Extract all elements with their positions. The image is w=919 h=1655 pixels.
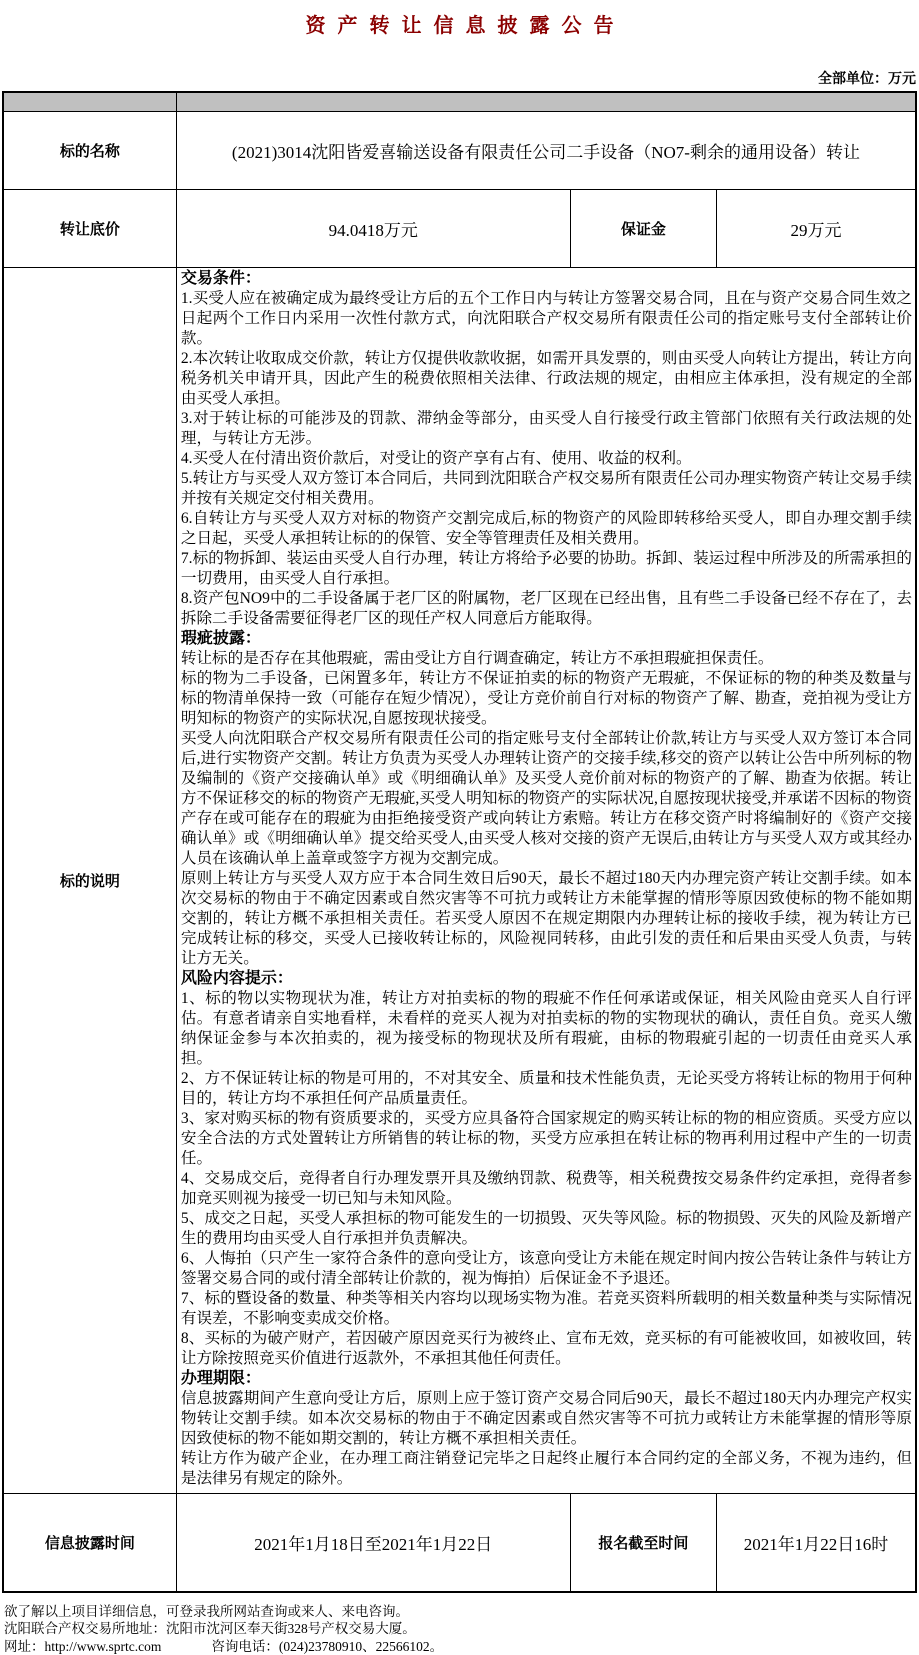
description-paragraph: 1.买受人应在被确定成为最终受让方后的五个工作日内与转让方签署交易合同，且在与资产交易合同生效之日起两个工作日内采用一次性付款方式，向沈阳联合产权交易所有限责任公司的指定账号支付全部转让价款。 xyxy=(181,289,912,349)
table-header-row xyxy=(3,92,916,112)
deposit-value: 29万元 xyxy=(717,190,916,268)
description-paragraph: 3、家对购买标的物有资质要求的，买受方应具备符合国家规定的购买转让标的物的相应资质。买受方应以安全合法的方式处置转让方所销售的转让标的物，买受方应承担在转让标的物再利用过程中产生的一切责任。 xyxy=(181,1109,912,1169)
disclosure-period-label: 信息披露时间 xyxy=(3,1494,176,1592)
header-cell-left xyxy=(3,92,176,112)
footer-website: 网址：http://www.sprtc.com xyxy=(4,1639,161,1654)
description-paragraph: 信息披露期间产生意向受让方后，原则上应于签订资产交易合同后90天，最长不超过180天内办理完产权实物转让交割手续。如本次交易标的物由于不确定因素或自然灾害等不可抗力或转让方未能掌握的情形等原因致使标的物不能如期交割的，转让方概不承担相关责任。 xyxy=(181,1389,912,1449)
footer-info-line: 欲了解以上项目详细信息，可登录我所网站查询或来人、来电咨询。 xyxy=(4,1603,919,1621)
unit-note: 全部单位：万元 xyxy=(0,68,916,88)
page-title: 资产转让信息披露公告 xyxy=(0,9,919,38)
header-cell-right xyxy=(176,92,916,112)
description-paragraph: 买受人向沈阳联合产权交易所有限责任公司的指定账号支付全部转让价款,转让方与买受人双方签订本合同后,进行实物资产交割。转让方负责为买受人办理转让资产的交接手续,移交的资产以转让公告中所列标的物及编制的《资产交接确认单》或《明细确认单》及买受人竞价前对标的物资产的了解、勘查为依据。转让方不保证移交的标的物资产无瑕疵,买受人明知标的物资产的实际状况,自愿按现状接受,并承诺不因标的物资产存在或可能存在的瑕疵为由拒绝接受资产或向转让方索赔。转让方在移交资产时将编制好的《资产交接确认单》或《明细确认单》提交给买受人,由买受人核对交接的资产无误后,由转让方与买受人双方或其经办人员在该确认单上盖章或签字方视为交割完成。 xyxy=(181,729,912,869)
description-paragraph: 7.标的物拆卸、装运由买受人自行办理，转让方将给予必要的协助。拆卸、装运过程中所涉及的所需承担的一切费用，由买受人自行承担。 xyxy=(181,549,912,589)
description-paragraph: 6.自转让方与买受人双方对标的物资产交割完成后,标的物资产的风险即转移给买受人，即自办理交割手续之日起，买受人承担转让标的的保管、安全等管理责任及相关费用。 xyxy=(181,509,912,549)
section-title-trade-conditions: 交易条件： xyxy=(181,269,912,289)
registration-deadline-label: 报名截至时间 xyxy=(570,1494,716,1592)
description-paragraph: 原则上转让方与买受人双方应于本合同生效日后90天，最长不超过180天内办理完资产转让交割手续。如本次交易标的物由于不确定因素或自然灾害等不可抗力或转让方未能掌握的情形等原因致使标的物不能如期交割的，转让方概不承担相关责任。若买受人原因不在规定期限内办理转让标的接收手续，视为转让方已完成转让标的移交，买受人已接收转让标的，风险视同转移，由此引发的责任和后果由买受人负责，与转让方无关。 xyxy=(181,869,912,969)
footer-phone: 咨询电话：(024)23780910、22566102。 xyxy=(211,1639,443,1654)
description-paragraph: 转让标的是否存在其他瑕疵，需由受让方自行调查确定，转让方不承担瑕疵担保责任。 xyxy=(181,649,912,669)
description-paragraph: 7、标的暨设备的数量、种类等相关内容均以现场实物为准。若竞买资料所载明的相关数量种类与实际情况有误差，不影响变卖成交价格。 xyxy=(181,1289,912,1329)
description-paragraph: 4.买受人在付清出资价款后，对受让的资产享有占有、使用、收益的权利。 xyxy=(181,449,912,469)
description-paragraph: 8.资产包NO9中的二手设备属于老厂区的附属物，老厂区现在已经出售，且有些二手设备已经不存在了，去拆除二手设备需要征得老厂区的现任产权人同意后方能取得。 xyxy=(181,589,912,629)
floor-price-value: 94.0418万元 xyxy=(176,190,570,268)
footer-address-line: 沈阳联合产权交易所地址：沈阳市沈河区奉天街328号产权交易大厦。 xyxy=(4,1620,919,1638)
registration-deadline-value: 2021年1月22日16时 xyxy=(717,1494,916,1592)
subject-name-value: (2021)3014沈阳皆爱喜输送设备有限责任公司二手设备（NO7-剩余的通用设备）转让 xyxy=(176,112,916,190)
description-cell xyxy=(176,268,916,1494)
footer-contact-line xyxy=(4,1638,919,1655)
description-paragraph: 2、方不保证转让标的物是可用的，不对其安全、质量和技术性能负责，无论买受方将转让标的物用于何种目的，转让方均不承担任何产品质量责任。 xyxy=(181,1069,912,1109)
description-paragraph: 转让方作为破产企业，在办理工商注销登记完毕之日起终止履行本合同约定的全部义务，不视为违约，但是法律另有规定的除外。 xyxy=(181,1449,912,1489)
row-description xyxy=(3,268,916,1494)
disclosure-period-value: 2021年1月18日至2021年1月22日 xyxy=(176,1494,570,1592)
section-title-risk-notice: 风险内容提示： xyxy=(181,969,912,989)
deposit-label: 保证金 xyxy=(570,190,716,268)
description-paragraph: 6、人悔拍（只产生一家符合条件的意向受让方，该意向受让方未能在规定时间内按公告转让条件与转让方签署交易合同的或付清全部转让价款的，视为悔拍）后保证金不予退还。 xyxy=(181,1249,912,1289)
description-paragraph: 标的物为二手设备，已闲置多年，转让方不保证拍卖的标的物资产无瑕疵，不保证标的物的种类及数量与标的物清单保持一致（可能存在短少情况），受让方竞价前自行对标的物资产了解、勘查，竞拍视为受让方明知标的物资产的实际状况,自愿按现状接受。 xyxy=(181,669,912,729)
disclosure-table xyxy=(2,91,917,1593)
description-paragraph: 8、买标的为破产财产，若因破产原因竞买行为被终止、宣布无效，竞买标的有可能被收回，如被收回，转让方除按照竞买价值进行返款外，不承担其他任何责任。 xyxy=(181,1329,912,1369)
description-paragraph: 1、标的物以实物现状为准，转让方对拍卖标的物的瑕疵不作任何承诺或保证，相关风险由竞买人自行评估。有意者请亲自实地看样，未看样的竞买人视为对拍卖标的物的实物现状的确认，责任自负。竞买人缴纳保证金参与本次拍卖的，视为接受标的物现状及所有瑕疵，由标的物瑕疵引起的一切责任由竞买人承担。 xyxy=(181,989,912,1069)
row-price xyxy=(3,190,916,268)
description-paragraph: 3.对于转让标的可能涉及的罚款、滞纳金等部分，由买受人自行接受行政主管部门依照有关行政法规的处理，与转让方无涉。 xyxy=(181,409,912,449)
floor-price-label: 转让底价 xyxy=(3,190,176,268)
description-paragraph: 2.本次转让收取成交价款，转让方仅提供收款收据，如需开具发票的，则由买受人向转让方提出，转让方向税务机关申请开具，因此产生的税费依照相关法律、行政法规的规定，由相应主体承担，没有规定的全部由买受人承担。 xyxy=(181,349,912,409)
row-subject-name xyxy=(3,112,916,190)
row-times xyxy=(3,1494,916,1592)
description-paragraph: 5.转让方与买受人双方签订本合同后，共同到沈阳联合产权交易所有限责任公司办理实物资产转让交易手续并按有关规定交付相关费用。 xyxy=(181,469,912,509)
footer xyxy=(4,1603,919,1655)
section-title-processing-period: 办理期限： xyxy=(181,1369,912,1389)
description-label: 标的说明 xyxy=(3,268,176,1494)
section-title-defect-disclosure: 瑕疵披露： xyxy=(181,629,912,649)
description-text xyxy=(181,269,912,1489)
description-paragraph: 4、交易成交后，竞得者自行办理发票开具及缴纳罚款、税费等，相关税费按交易条件约定承担，竞得者参加竞买则视为接受一切已知与未知风险。 xyxy=(181,1169,912,1209)
description-paragraph: 5、成交之日起，买受人承担标的物可能发生的一切损毁、灭失等风险。标的物损毁、灭失的风险及新增产生的费用均由买受人自行承担并负责解决。 xyxy=(181,1209,912,1249)
subject-name-label: 标的名称 xyxy=(3,112,176,190)
